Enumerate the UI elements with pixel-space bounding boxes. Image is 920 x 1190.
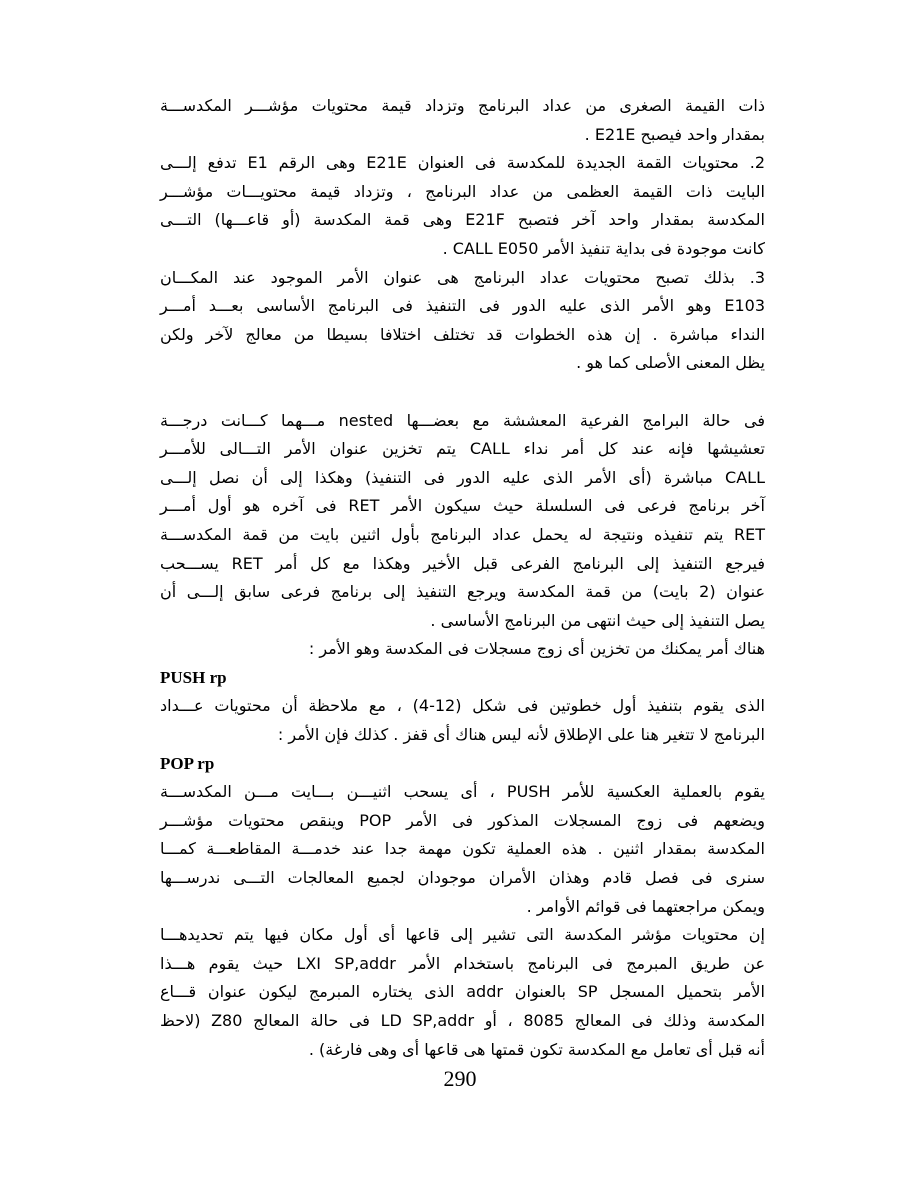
page-number: 290: [443, 1066, 477, 1091]
text-line: يصل التنفيذ إلى حيث انتهى من البرنامج الأساسى .: [430, 610, 765, 630]
text-line: ويمكن مراجعتهما فى قوائم الأوامر .: [526, 896, 765, 916]
text-line: أنه قبل أى تعامل مع المكدسة تكون قمتها هى قاعها أى وهى فارغة) .: [308, 1039, 765, 1059]
text-line: ويضعهم فى زوج المسجلات المذكور فى الأمر POP وينقص محتويات مؤشـــر: [160, 810, 765, 830]
paragraph-pop: [160, 778, 765, 921]
paragraph-item-2: [160, 149, 765, 263]
text-line: تعشيشها فإنه عند كل أمر نداء CALL يتم تخزين عنوان الأمر التـــالى للأمـــر: [160, 439, 765, 459]
text-line: ذات القيمة الصغرى من عداد البرنامج وتزداد قيمة محتويات مؤشـــر المكدســـة: [160, 96, 765, 115]
text-line: فيرجع التنفيذ إلى البرنامج الفرعى قبل الأخير وهكذا مع كل أمر RET يســـحب: [160, 553, 766, 573]
instruction-pop: POP rp: [160, 753, 215, 773]
paragraph-stack-pointer: [160, 921, 765, 1064]
text-line: كانت موجودة فى بداية تنفيذ الأمر CALL E050 .: [442, 238, 765, 258]
text-line: المكدسة وذلك فى المعالج 8085 ، أو LD SP,addr فى حالة المعالج Z80 (لاحظ: [160, 1011, 766, 1030]
text-line: 2. محتويات القمة الجديدة للمكدسة فى العنوان E21E وهى الرقم E1 تدفع إلـــى: [160, 153, 766, 173]
paragraph-1: [160, 92, 765, 149]
text-line: النداء مباشرة . إن هذه الخطوات قد تختلف اختلافا بسيطا من معالج لآخر ولكن: [160, 324, 765, 344]
paragraph-item-3: [160, 264, 765, 378]
document-body: [160, 92, 765, 1064]
paragraph-nested: [160, 407, 765, 636]
paragraph-push: [160, 635, 765, 692]
paragraph-push-explanation: [160, 692, 765, 778]
text-line: البرنامج لا تتغير هنا على الإطلاق لأنه ليس هناك أى قفز . كذلك فإن الأمر :: [277, 725, 765, 745]
text-line: بمقدار واحد فيصبح E21E .: [584, 124, 765, 144]
text-line: RET يتم تنفيذه ونتيجة له يحمل عداد البرنامج بأول اثنين بايت من قمة المكدســـة: [160, 524, 765, 544]
text-line: البايت ذات القيمة العظمى من عداد البرنامج ، وتزداد قيمة محتويـــات مؤشـــر: [160, 181, 765, 201]
text-line: عن طريق المبرمج فى البرنامج باستخدام الأمر LXI SP,addr حيث يقوم هـــذا: [160, 953, 766, 973]
text-line: عنوان (2 بايت) من قمة المكدسة ويرجع التنفيذ إلى برنامج فرعى سابق إلـــى أن: [160, 582, 765, 602]
text-line: يظل المعنى الأصلى كما هو .: [576, 353, 765, 373]
instruction-push: PUSH rp: [160, 667, 227, 687]
text-line: يقوم بالعملية العكسية للأمر PUSH ، أى يسحب اثنيـــن بـــايت مـــن المكدســـة: [160, 782, 766, 802]
text-line: E103 وهو الأمر الذى عليه الدور فى التنفيذ فى البرنامج الأساسى بعـــد أمـــر: [160, 296, 765, 316]
text-line: الأمر بتحميل المسجل SP بالعنوان addr الذى يختاره المبرمج ليكون عنوان قـــاع: [160, 982, 766, 1002]
text-line: سنرى فى فصل قادم وهذان الأمران موجودان لجميع المعالجات التـــى ندرســـها: [160, 868, 765, 888]
text-line: هناك أمر يمكنك من تخزين أى زوج مسجلات فى المكدسة وهو الأمر :: [308, 639, 765, 659]
text-line: فى حالة البرامج الفرعية المعششة مع بعضـــها nested مـــهما كـــانت درجـــة: [160, 410, 765, 430]
text-line: المكدسة بمقدار واحد آخر فتصبح E21F وهى قمة المكدسة (أو قاعـــها) التـــى: [160, 210, 766, 230]
text-line: آخر برنامج فرعى فى السلسلة حيث سيكون الأمر RET فى آخره هو أول أمـــر: [160, 496, 765, 516]
text-line: الذى يقوم بتنفيذ أول خطوتين فى شكل (12-4) ، مع ملاحظة أن محتويات عـــداد: [160, 696, 766, 716]
text-line: CALL مباشرة (أى الأمر الذى عليه الدور فى التنفيذ) وهكذا إلى أن نصل إلـــى: [160, 467, 765, 487]
text-line: إن محتويات مؤشر المكدسة التى تشير إلى قاعها أى أول مكان فيها يتم تحديدهـــا: [160, 925, 765, 945]
paragraph-gap: [160, 378, 765, 407]
text-line: 3. بذلك تصبح محتويات عداد البرنامج هى عنوان الأمر الموجود عند المكـــان: [160, 267, 765, 287]
text-line: المكدسة بمقدار اثنين . هذه العملية تكون مهمة جدا عند خدمـــة المقاطعـــة كمـــا: [160, 839, 765, 859]
